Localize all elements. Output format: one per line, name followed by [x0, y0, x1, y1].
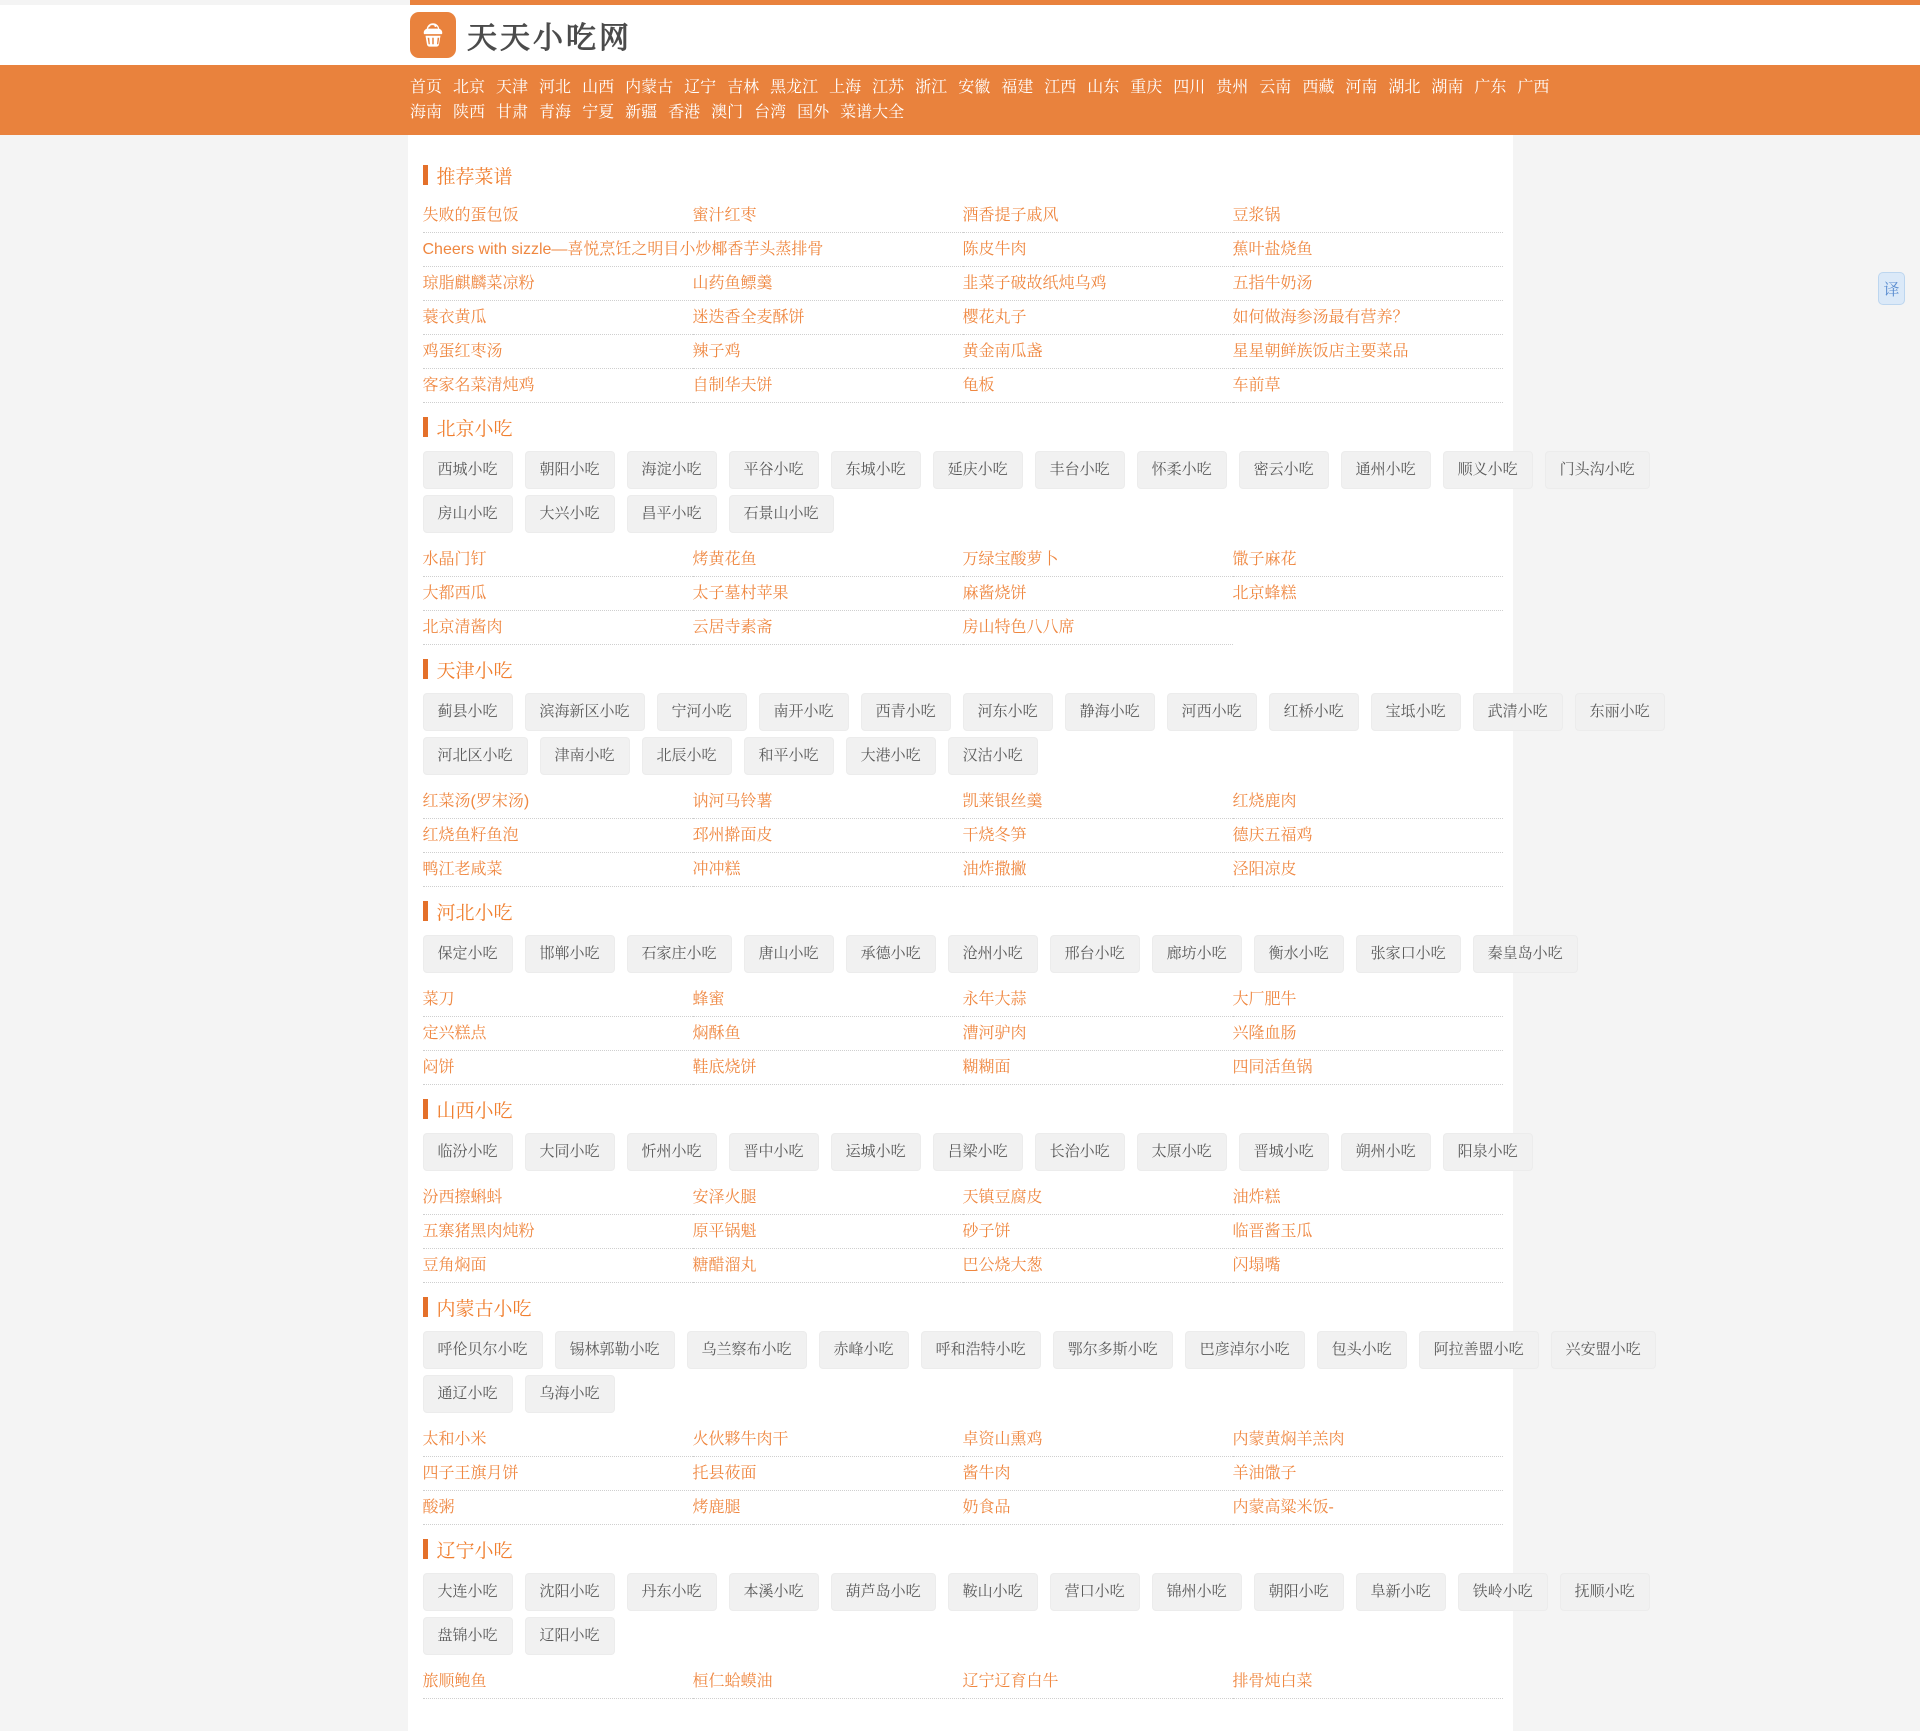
nav-link[interactable]: 河南: [1345, 79, 1378, 96]
region-tag[interactable]: 吕梁小吃: [933, 1133, 1023, 1171]
region-tag[interactable]: 唐山小吃: [744, 935, 834, 973]
food-link[interactable]: 云居寺素斋: [693, 611, 963, 645]
region-tag[interactable]: 东丽小吃: [1575, 693, 1665, 731]
nav-link[interactable]: 甘肃: [496, 104, 529, 121]
region-tag-row: [423, 935, 1563, 973]
section-title: [423, 1537, 1503, 1561]
section-title: [423, 1295, 1503, 1319]
food-links-row: [423, 543, 1503, 577]
nav-link[interactable]: 重庆: [1130, 79, 1163, 96]
food-link[interactable]: 大厂肥牛: [1233, 983, 1503, 1017]
food-link[interactable]: 水晶门钉: [423, 543, 693, 577]
section-title-bar: [423, 901, 428, 921]
food-link[interactable]: 原平锅魁: [693, 1215, 963, 1249]
region-tag[interactable]: 巴彦淖尔小吃: [1185, 1331, 1305, 1369]
region-tag[interactable]: 津南小吃: [540, 737, 630, 775]
nav-link[interactable]: 青海: [539, 104, 572, 121]
region-tag[interactable]: 南开小吃: [759, 693, 849, 731]
region-tag[interactable]: 大兴小吃: [525, 495, 615, 533]
food-link[interactable]: 旅顺鲍鱼: [423, 1665, 693, 1699]
food-links-row: [423, 267, 1503, 301]
nav-link[interactable]: 台湾: [754, 104, 787, 121]
food-link[interactable]: 万绿宝酸萝卜: [963, 543, 1233, 577]
nav-link[interactable]: 山东: [1087, 79, 1120, 96]
food-link[interactable]: 冲冲糕: [693, 853, 963, 887]
food-link[interactable]: 邳州擀面皮: [693, 819, 963, 853]
food-link[interactable]: 安泽火腿: [693, 1181, 963, 1215]
region-tag[interactable]: 滨海新区小吃: [525, 693, 645, 731]
food-links: [423, 785, 1503, 887]
food-link[interactable]: 火伙夥牛肉干: [693, 1423, 963, 1457]
section-hebei: [422, 899, 1563, 1085]
food-link[interactable]: 馓子麻花: [1233, 543, 1503, 577]
region-tag-row: [423, 1573, 1635, 1611]
region-tag[interactable]: 通辽小吃: [423, 1375, 513, 1413]
food-links: [423, 199, 1503, 403]
region-tag[interactable]: 武清小吃: [1473, 693, 1563, 731]
region-tag[interactable]: 呼伦贝尔小吃: [423, 1331, 543, 1369]
section-title-bar: [423, 1099, 428, 1119]
food-links-row: [423, 1017, 1503, 1051]
section-title: [423, 899, 1503, 923]
region-tag[interactable]: 丹东小吃: [627, 1573, 717, 1611]
food-link[interactable]: 五寨猪黑肉炖粉: [423, 1215, 693, 1249]
food-links-row: [423, 199, 1503, 233]
region-tag[interactable]: 朝阳小吃: [525, 451, 615, 489]
food-link[interactable]: 麻酱烧饼: [963, 577, 1233, 611]
site-title: 天天小吃网: [467, 22, 632, 55]
food-link[interactable]: 北京蜂糕: [1233, 577, 1503, 611]
region-tag[interactable]: 昌平小吃: [627, 495, 717, 533]
nav-link[interactable]: 首页: [410, 79, 443, 96]
food-link[interactable]: 北京清酱肉: [423, 611, 693, 645]
region-tag[interactable]: 密云小吃: [1239, 451, 1329, 489]
region-tag-row: [423, 495, 1503, 533]
region-tag[interactable]: 西青小吃: [861, 693, 951, 731]
food-link[interactable]: 羊油馓子: [1233, 1457, 1503, 1491]
region-tag[interactable]: 秦皇岛小吃: [1473, 935, 1578, 973]
food-link[interactable]: 酱牛肉: [963, 1457, 1233, 1491]
food-link[interactable]: Cheers with sizzle—喜悦烹饪之明目小炒椰香芋头蒸排骨: [423, 233, 963, 267]
food-link[interactable]: 永年大蒜: [963, 983, 1233, 1017]
region-tag-row: [423, 1617, 1503, 1655]
main-nav-inner: [410, 75, 1550, 125]
translate-button[interactable]: 译: [1878, 272, 1905, 305]
food-link[interactable]: 辣子鸡: [693, 335, 963, 369]
food-link[interactable]: 红菜汤(罗宋汤): [423, 785, 693, 819]
region-tag[interactable]: 临汾小吃: [423, 1133, 513, 1171]
food-link[interactable]: 酸粥: [423, 1491, 693, 1525]
region-tag[interactable]: 大同小吃: [525, 1133, 615, 1171]
region-tag[interactable]: 鞍山小吃: [948, 1573, 1038, 1611]
food-link[interactable]: 油炸糕: [1233, 1181, 1503, 1215]
nav-link[interactable]: 澳门: [711, 104, 744, 121]
food-link[interactable]: 陈皮牛肉: [963, 233, 1233, 267]
food-link[interactable]: 豆角焖面: [423, 1249, 693, 1283]
region-tag[interactable]: 海淀小吃: [627, 451, 717, 489]
region-tag[interactable]: 怀柔小吃: [1137, 451, 1227, 489]
region-tag[interactable]: 丰台小吃: [1035, 451, 1125, 489]
food-link[interactable]: 自制华夫饼: [693, 369, 963, 403]
food-links: [423, 1423, 1503, 1525]
food-links: [423, 983, 1503, 1085]
region-tag[interactable]: 石景山小吃: [729, 495, 834, 533]
food-link[interactable]: 托县莜面: [693, 1457, 963, 1491]
region-tag[interactable]: 河北区小吃: [423, 737, 528, 775]
section-title-text: 北京小吃: [436, 418, 513, 440]
food-links: [423, 543, 1503, 645]
region-tag[interactable]: 房山小吃: [423, 495, 513, 533]
food-links: [423, 1665, 1503, 1699]
nav-link[interactable]: 贵州: [1216, 79, 1249, 96]
section-title-bar: [423, 165, 428, 185]
region-tag[interactable]: 延庆小吃: [933, 451, 1023, 489]
food-link[interactable]: 蜜汁红枣: [693, 199, 963, 233]
region-tag[interactable]: 蓟县小吃: [423, 693, 513, 731]
region-tag[interactable]: 本溪小吃: [729, 1573, 819, 1611]
food-link[interactable]: 琼脂麒麟菜凉粉: [423, 267, 693, 301]
section-title-text: 辽宁小吃: [436, 1540, 513, 1562]
food-link[interactable]: 鞋底烧饼: [693, 1051, 963, 1085]
region-tags: [423, 693, 1650, 775]
region-tag[interactable]: 石家庄小吃: [627, 935, 732, 973]
region-tag-row: [423, 737, 1503, 775]
nav-link[interactable]: 北京: [453, 79, 486, 96]
food-link[interactable]: 奶食品: [963, 1491, 1233, 1525]
food-link[interactable]: 酒香提子戚风: [963, 199, 1233, 233]
region-tag[interactable]: 沈阳小吃: [525, 1573, 615, 1611]
region-tag[interactable]: 衡水小吃: [1254, 935, 1344, 973]
food-link[interactable]: 豆浆锅: [1233, 199, 1503, 233]
region-tag[interactable]: 包头小吃: [1317, 1331, 1407, 1369]
food-link[interactable]: 红烧鹿肉: [1233, 785, 1503, 819]
section-neimenggu: [422, 1295, 1641, 1525]
nav-link[interactable]: 广西: [1517, 79, 1550, 96]
food-links-row: [423, 983, 1503, 1017]
site-logo[interactable]: [410, 12, 632, 58]
nav-link[interactable]: 天津: [496, 79, 529, 96]
region-tag[interactable]: 朔州小吃: [1341, 1133, 1431, 1171]
nav-link[interactable]: 四川: [1173, 79, 1206, 96]
section-title-bar: [423, 1297, 428, 1317]
food-link[interactable]: 四同活鱼锅: [1233, 1051, 1503, 1085]
food-links-row: [423, 301, 1503, 335]
food-links-row: [423, 1491, 1503, 1525]
region-tag[interactable]: 长治小吃: [1035, 1133, 1125, 1171]
region-tag[interactable]: 承德小吃: [846, 935, 936, 973]
region-tag[interactable]: 抚顺小吃: [1560, 1573, 1650, 1611]
region-tag[interactable]: 和平小吃: [744, 737, 834, 775]
food-link[interactable]: 临晋酱玉瓜: [1233, 1215, 1503, 1249]
region-tag[interactable]: 乌海小吃: [525, 1375, 615, 1413]
site-header: [0, 5, 1920, 65]
region-tag[interactable]: 北辰小吃: [642, 737, 732, 775]
region-tag[interactable]: 大连小吃: [423, 1573, 513, 1611]
food-link[interactable]: 焖酥鱼: [693, 1017, 963, 1051]
region-tag[interactable]: 汉沽小吃: [948, 737, 1038, 775]
food-link[interactable]: 星星朝鲜族饭店主要菜品: [1233, 335, 1503, 369]
food-link[interactable]: 天镇豆腐皮: [963, 1181, 1233, 1215]
nav-link[interactable]: 江西: [1044, 79, 1077, 96]
region-tag[interactable]: 晋中小吃: [729, 1133, 819, 1171]
region-tag[interactable]: 沧州小吃: [948, 935, 1038, 973]
nav-link[interactable]: 福建: [1001, 79, 1034, 96]
food-links-row: [423, 1423, 1503, 1457]
food-link[interactable]: 房山特色八八席: [963, 611, 1233, 645]
region-tag[interactable]: 宁河小吃: [657, 693, 747, 731]
region-tag[interactable]: 通州小吃: [1341, 451, 1431, 489]
food-links-row: [423, 335, 1503, 369]
region-tag[interactable]: 呼和浩特小吃: [921, 1331, 1041, 1369]
nav-link[interactable]: 西藏: [1302, 79, 1335, 96]
nav-link[interactable]: 江苏: [872, 79, 905, 96]
content-container: [408, 135, 1650, 1731]
section-liaoning: [422, 1537, 1635, 1699]
nav-link[interactable]: 海南: [410, 104, 443, 121]
region-tags: [423, 1573, 1635, 1655]
region-tag[interactable]: 阿拉善盟小吃: [1419, 1331, 1539, 1369]
food-link[interactable]: 内蒙黄焖羊羔肉: [1233, 1423, 1503, 1457]
food-link[interactable]: 桓仁蛤蟆油: [693, 1665, 963, 1699]
region-tags: [423, 451, 1635, 533]
nav-link[interactable]: 安徽: [958, 79, 991, 96]
region-tags: [423, 935, 1563, 973]
section-title-text: 天津小吃: [436, 660, 513, 682]
nav-link[interactable]: 湖南: [1431, 79, 1464, 96]
region-tag[interactable]: 鄂尔多斯小吃: [1053, 1331, 1173, 1369]
food-link[interactable]: 山药鱼鳔羹: [693, 267, 963, 301]
food-link[interactable]: 太子墓村苹果: [693, 577, 963, 611]
food-link[interactable]: 迷迭香全麦酥饼: [693, 301, 963, 335]
header-inner: [410, 5, 1510, 65]
nav-link[interactable]: 黑龙江: [770, 79, 819, 96]
region-tag[interactable]: 平谷小吃: [729, 451, 819, 489]
region-tag[interactable]: 赤峰小吃: [819, 1331, 909, 1369]
sections-root: [422, 163, 1650, 1699]
section-title: [423, 163, 1503, 187]
region-tag[interactable]: 营口小吃: [1050, 1573, 1140, 1611]
nav-link[interactable]: 吉林: [727, 79, 760, 96]
region-tag[interactable]: 红桥小吃: [1269, 693, 1359, 731]
food-link[interactable]: 太和小米: [423, 1423, 693, 1457]
region-tag[interactable]: 静海小吃: [1065, 693, 1155, 731]
food-link[interactable]: 辽宁辽育白牛: [963, 1665, 1233, 1699]
food-link[interactable]: 黄金南瓜盏: [963, 335, 1233, 369]
region-tag-row: [423, 693, 1650, 731]
food-links-row: [423, 1665, 1503, 1699]
food-link[interactable]: 凯莱银丝羹: [963, 785, 1233, 819]
cupcake-icon: [410, 12, 456, 58]
region-tag[interactable]: 西城小吃: [423, 451, 513, 489]
food-links-row: [423, 233, 1503, 267]
food-link[interactable]: 巴公烧大葱: [963, 1249, 1233, 1283]
food-links-row: [423, 1051, 1503, 1085]
region-tag[interactable]: 阳泉小吃: [1443, 1133, 1533, 1171]
main-nav: [0, 65, 1920, 135]
food-link[interactable]: 车前草: [1233, 369, 1503, 403]
food-link[interactable]: 蓑衣黄瓜: [423, 301, 693, 335]
section-title: [423, 657, 1503, 681]
region-tag[interactable]: 忻州小吃: [627, 1133, 717, 1171]
food-link[interactable]: 烤黄花鱼: [693, 543, 963, 577]
food-link[interactable]: 龟板: [963, 369, 1233, 403]
region-tag-row: [423, 1133, 1518, 1171]
nav-link[interactable]: 宁夏: [582, 104, 615, 121]
food-link[interactable]: 内蒙高粱米饭-: [1233, 1491, 1503, 1525]
nav-link[interactable]: 广东: [1474, 79, 1507, 96]
food-links-row: [423, 1457, 1503, 1491]
food-links-row: [423, 1249, 1503, 1283]
section-title-text: 山西小吃: [436, 1100, 513, 1122]
food-links: [423, 1181, 1503, 1283]
region-tag[interactable]: 锦州小吃: [1152, 1573, 1242, 1611]
section-title-text: 河北小吃: [436, 902, 513, 924]
food-link[interactable]: 漕河驴肉: [963, 1017, 1233, 1051]
food-links-row: [423, 577, 1503, 611]
section-title-text: 内蒙古小吃: [436, 1298, 532, 1320]
food-links-row: [423, 853, 1503, 887]
region-tag[interactable]: 兴安盟小吃: [1551, 1331, 1656, 1369]
region-tag[interactable]: 张家口小吃: [1356, 935, 1461, 973]
nav-link[interactable]: 国外: [797, 104, 830, 121]
nav-link[interactable]: 陕西: [453, 104, 486, 121]
food-link[interactable]: 五指牛奶汤: [1233, 267, 1503, 301]
region-tag[interactable]: 东城小吃: [831, 451, 921, 489]
food-link[interactable]: 排骨炖白菜: [1233, 1665, 1503, 1699]
region-tag-row: [423, 451, 1635, 489]
section-beijing: [422, 415, 1635, 645]
food-links-row: [423, 785, 1503, 819]
nav-link[interactable]: 云南: [1259, 79, 1292, 96]
region-tag[interactable]: 锡林郭勒小吃: [555, 1331, 675, 1369]
food-link[interactable]: 砂子饼: [963, 1215, 1233, 1249]
food-link[interactable]: 鸭江老咸菜: [423, 853, 693, 887]
nav-link[interactable]: 辽宁: [684, 79, 717, 96]
region-tag[interactable]: 顺义小吃: [1443, 451, 1533, 489]
food-link[interactable]: 大都西瓜: [423, 577, 693, 611]
food-link[interactable]: 闷饼: [423, 1051, 693, 1085]
section-title: [423, 415, 1503, 439]
food-links-row: [423, 1215, 1503, 1249]
food-link[interactable]: 糊糊面: [963, 1051, 1233, 1085]
section-title-text: 推荐菜谱: [436, 166, 513, 188]
food-link[interactable]: 糖醋溜丸: [693, 1249, 963, 1283]
section-shanxi: [422, 1097, 1518, 1283]
nav-link[interactable]: 湖北: [1388, 79, 1421, 96]
nav-link[interactable]: 上海: [829, 79, 862, 96]
food-links-row: [423, 1181, 1503, 1215]
region-tag[interactable]: 太原小吃: [1137, 1133, 1227, 1171]
nav-link[interactable]: 新疆: [625, 104, 658, 121]
food-link[interactable]: 鸡蛋红枣汤: [423, 335, 693, 369]
region-tag[interactable]: 大港小吃: [846, 737, 936, 775]
food-link[interactable]: 定兴糕点: [423, 1017, 693, 1051]
region-tag[interactable]: 宝坻小吃: [1371, 693, 1461, 731]
food-link[interactable]: 蜂蜜: [693, 983, 963, 1017]
nav-link[interactable]: 山西: [582, 79, 615, 96]
region-tag[interactable]: 保定小吃: [423, 935, 513, 973]
food-link[interactable]: 闪塌嘴: [1233, 1249, 1503, 1283]
section-tianjin: [422, 657, 1650, 887]
food-link[interactable]: 泾阳凉皮: [1233, 853, 1503, 887]
section-title: [423, 1097, 1503, 1121]
region-tag[interactable]: 邢台小吃: [1050, 935, 1140, 973]
food-link[interactable]: 烤鹿腿: [693, 1491, 963, 1525]
region-tag[interactable]: 乌兰察布小吃: [687, 1331, 807, 1369]
region-tag[interactable]: 阜新小吃: [1356, 1573, 1446, 1611]
region-tag[interactable]: 葫芦岛小吃: [831, 1573, 936, 1611]
nav-row-1: [410, 75, 1550, 100]
region-tag[interactable]: 盘锦小吃: [423, 1617, 513, 1655]
region-tag[interactable]: 铁岭小吃: [1458, 1573, 1548, 1611]
section-title-bar: [423, 659, 428, 679]
food-link[interactable]: 客家名菜清炖鸡: [423, 369, 693, 403]
food-links-row: [423, 819, 1503, 853]
region-tag[interactable]: 河东小吃: [963, 693, 1053, 731]
food-link[interactable]: 失败的蛋包饭: [423, 199, 693, 233]
food-link[interactable]: 菜刀: [423, 983, 693, 1017]
nav-link[interactable]: 内蒙古: [625, 79, 674, 96]
food-link[interactable]: 卓资山熏鸡: [963, 1423, 1233, 1457]
food-link[interactable]: 蕉叶盐烧鱼: [1233, 233, 1503, 267]
nav-row-2: [410, 100, 1510, 125]
food-link[interactable]: 韭菜子破故纸炖乌鸡: [963, 267, 1233, 301]
section-recommended: [423, 163, 1503, 403]
section-title-bar: [423, 1539, 428, 1559]
region-tag[interactable]: 河西小吃: [1167, 693, 1257, 731]
food-links-row: [423, 369, 1503, 403]
region-tag[interactable]: 门头沟小吃: [1545, 451, 1650, 489]
region-tags: [423, 1331, 1641, 1413]
food-link[interactable]: 兴隆血肠: [1233, 1017, 1503, 1051]
nav-link[interactable]: 浙江: [915, 79, 948, 96]
nav-link[interactable]: 菜谱大全: [840, 104, 905, 121]
region-tag[interactable]: 晋城小吃: [1239, 1133, 1329, 1171]
region-tag[interactable]: 邯郸小吃: [525, 935, 615, 973]
food-link[interactable]: 德庆五福鸡: [1233, 819, 1503, 853]
food-link[interactable]: 油炸撒撇: [963, 853, 1233, 887]
food-link[interactable]: 四子王旗月饼: [423, 1457, 693, 1491]
region-tag-row: [423, 1331, 1641, 1369]
region-tag[interactable]: 辽阳小吃: [525, 1617, 615, 1655]
food-link[interactable]: 讷河马铃薯: [693, 785, 963, 819]
region-tag[interactable]: 运城小吃: [831, 1133, 921, 1171]
food-link[interactable]: 红烧鱼籽鱼泡: [423, 819, 693, 853]
food-link[interactable]: 汾西擦蝌蚪: [423, 1181, 693, 1215]
food-link[interactable]: 樱花丸子: [963, 301, 1233, 335]
food-links-row: [423, 611, 1503, 645]
nav-link[interactable]: 香港: [668, 104, 701, 121]
region-tag-row: [423, 1375, 1503, 1413]
food-link[interactable]: 干烧冬笋: [963, 819, 1233, 853]
region-tags: [423, 1133, 1518, 1171]
food-link[interactable]: 如何做海参汤最有营养？: [1233, 301, 1503, 335]
nav-link[interactable]: 河北: [539, 79, 572, 96]
region-tag[interactable]: 朝阳小吃: [1254, 1573, 1344, 1611]
section-title-bar: [423, 417, 428, 437]
region-tag[interactable]: 廊坊小吃: [1152, 935, 1242, 973]
